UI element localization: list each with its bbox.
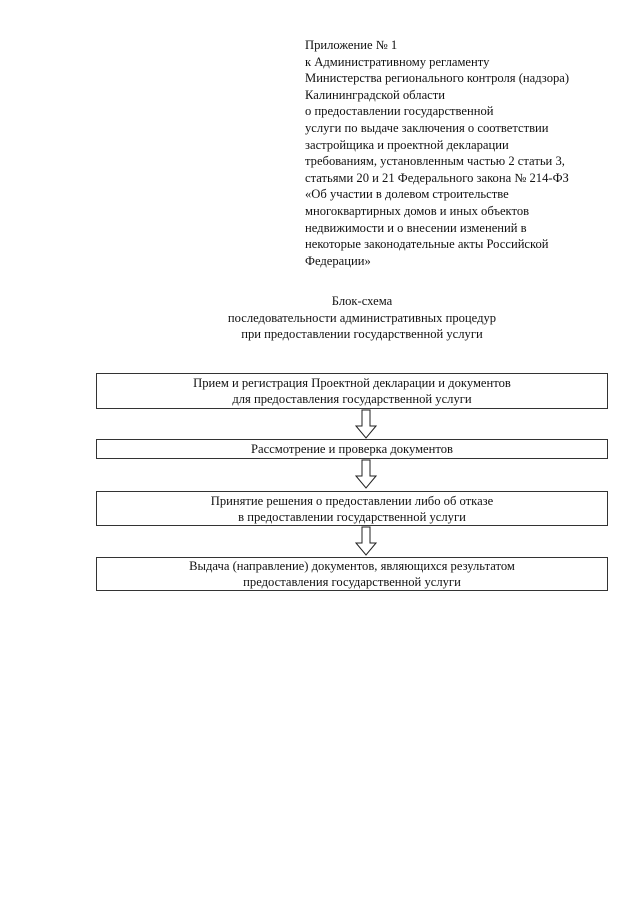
down-arrow-icon — [355, 409, 377, 439]
appendix-line: Федерации» — [305, 253, 371, 268]
appendix-line: Министерства регионального контроля (надзора) — [305, 71, 570, 86]
flowchart-step-issuance — [96, 557, 608, 591]
appendix-line: недвижимости и о внесении изменений в — [305, 220, 527, 235]
step-text: Принятие решения о предоставлении либо об отказе — [210, 493, 494, 508]
down-arrow-icon — [355, 526, 377, 556]
appendix-line: Приложение № 1 — [305, 38, 398, 52]
heading-subtitle: последовательности административных процедур — [227, 310, 497, 325]
appendix-line: Калининградской области — [305, 87, 445, 102]
appendix-line: к Административному регламенту — [305, 54, 490, 69]
flowchart-step-review — [96, 439, 608, 459]
heading-subtitle: при предоставлении государственной услуги — [241, 327, 483, 342]
step-text: для предоставления государственной услуги — [232, 392, 472, 406]
down-arrow-icon — [355, 459, 377, 489]
step-text: предоставления государственной услуги — [243, 575, 461, 589]
appendix-line: о предоставлении государственной — [305, 104, 494, 119]
flowchart-step-decision — [96, 491, 608, 526]
appendix-line: многоквартирных домов и иных объектов — [305, 203, 530, 218]
appendix-line: требованиям, установленным частью 2 статьи 3, — [305, 154, 565, 169]
step-text: Выдача (направление) документов, являющихся результатом — [189, 559, 515, 573]
step-text: в предоставлении государственной услуги — [238, 509, 466, 524]
appendix-line: некоторые законодательные акты Российской — [305, 237, 549, 252]
step-text: Рассмотрение и проверка документов — [251, 442, 453, 456]
flowchart-step-reception — [96, 373, 608, 409]
appendix-line: «Об участии в долевом строительстве — [305, 187, 509, 202]
heading-title: Блок-схема — [331, 294, 393, 308]
appendix-line: услуги по выдаче заключения о соответствии — [305, 120, 549, 135]
appendix-line: застройщика и проектной декларации — [305, 137, 509, 152]
appendix-line: статьями 20 и 21 Федерального закона № 214-ФЗ — [305, 170, 569, 185]
step-text: Прием и регистрация Проектной декларации и документов — [193, 376, 511, 390]
flowchart-heading — [190, 293, 534, 343]
appendix-block — [305, 37, 625, 269]
